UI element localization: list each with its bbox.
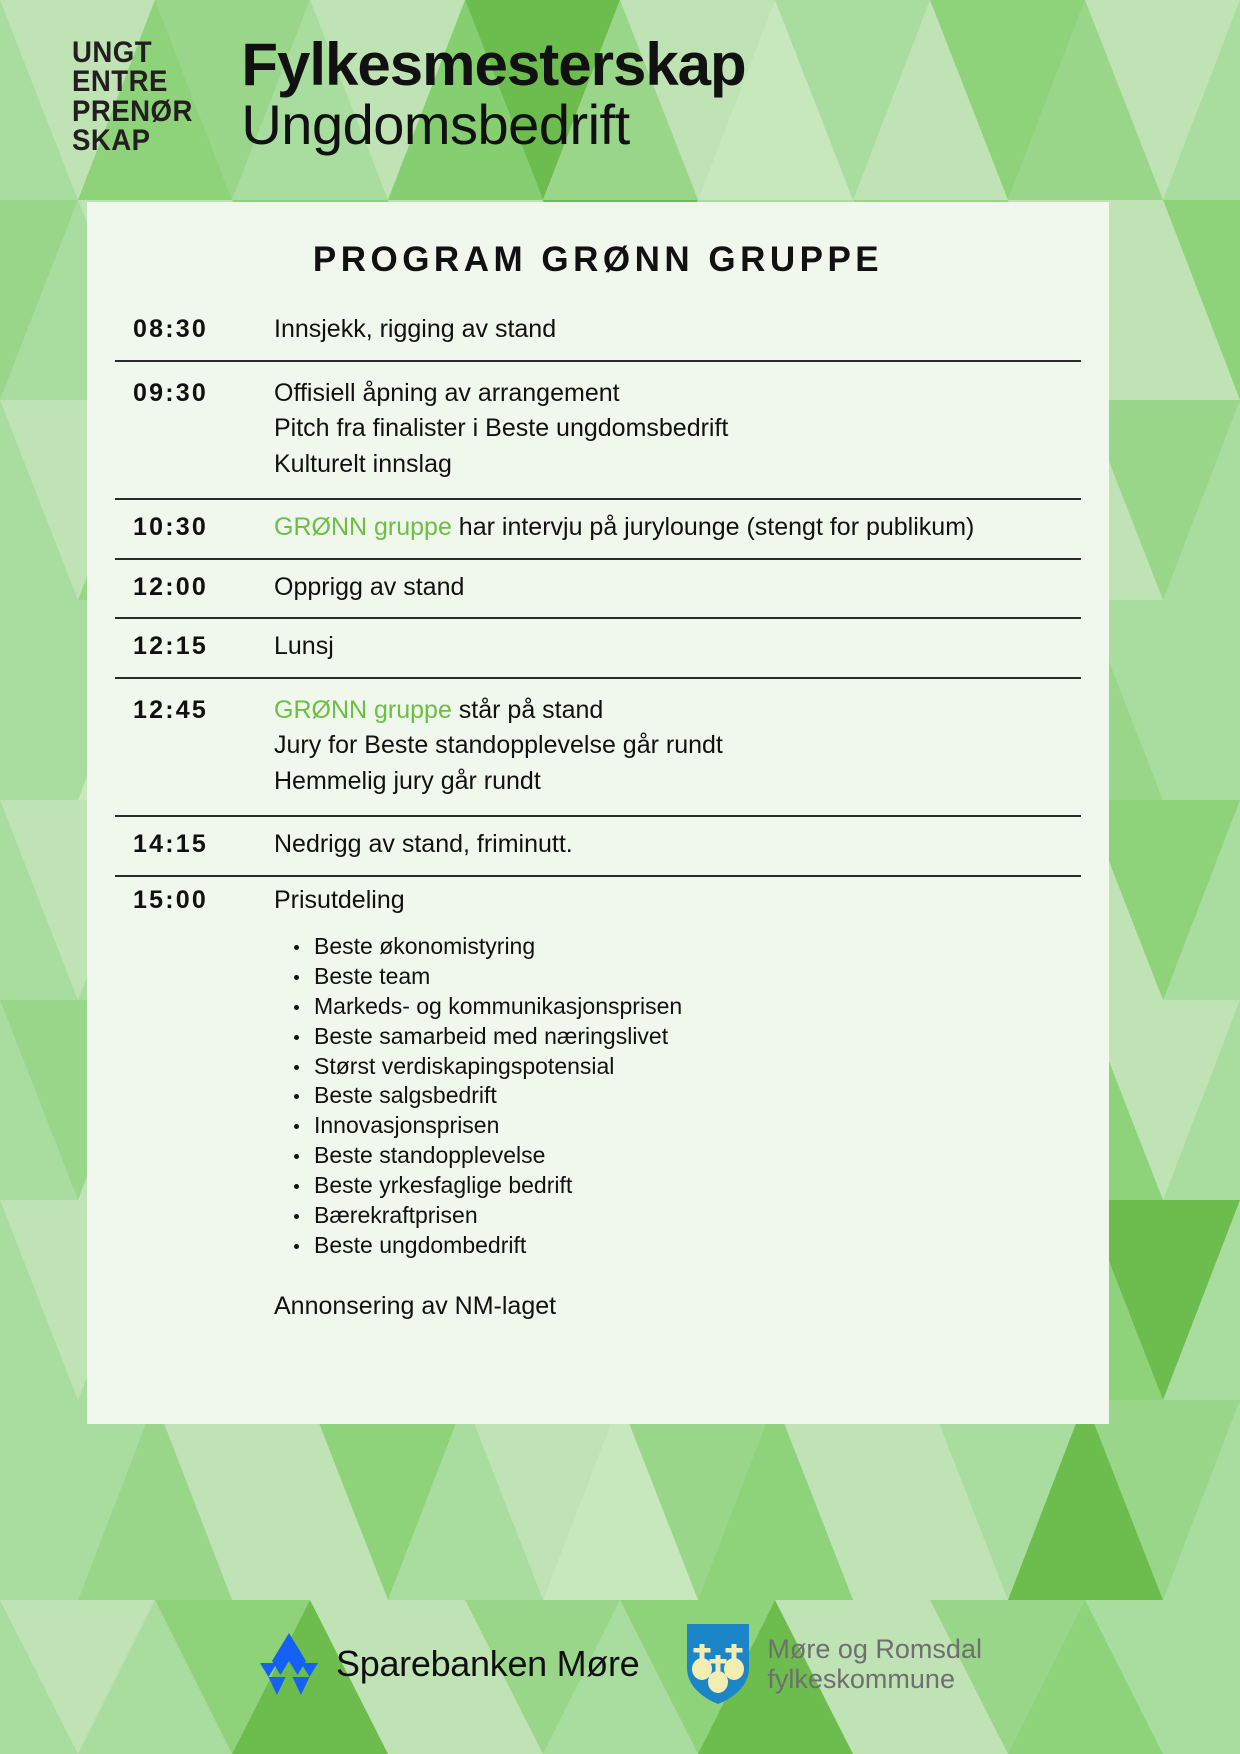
more-og-romsdal-label-line1: Møre og Romsdal — [767, 1633, 982, 1664]
schedule-line — [274, 411, 1081, 447]
schedule-row-awards — [115, 877, 1081, 1335]
schedule-time: 12:00 — [133, 572, 208, 601]
schedule-line — [274, 376, 1081, 412]
schedule-row — [115, 560, 1081, 620]
schedule-text: Hemmelig jury går rundt — [274, 766, 541, 795]
schedule-line — [274, 764, 1081, 800]
more-og-romsdal-coat-of-arms-icon — [685, 1622, 751, 1706]
award-list-item: Bærekraftprisen — [290, 1201, 1081, 1231]
award-list-item: Beste samarbeid med næringslivet — [290, 1022, 1081, 1052]
schedule-line — [274, 447, 1081, 483]
schedule-line — [274, 629, 1081, 665]
schedule-text: Kulturelt innslag — [274, 449, 452, 478]
poster-title-block — [241, 31, 746, 157]
award-list-item: Beste team — [290, 962, 1081, 992]
schedule-text: står på stand — [451, 695, 604, 724]
schedule-description — [270, 629, 1081, 665]
schedule-line — [274, 827, 1081, 863]
award-list-item: Beste yrkesfaglige bedrift — [290, 1171, 1081, 1201]
schedule-text: Lunsj — [274, 632, 334, 660]
award-list-item: Beste økonomistyring — [290, 932, 1081, 962]
schedule-text: Innsjekk, rigging av stand — [274, 315, 557, 343]
schedule-time: 15:00 — [133, 885, 208, 914]
schedule-time: 12:45 — [133, 695, 208, 724]
schedule-time: 10:30 — [133, 513, 208, 541]
award-list-item: Markeds- og kommunikasjonsprisen — [290, 992, 1081, 1022]
logo-line-4: SKAP — [72, 124, 151, 158]
schedule-description — [270, 376, 1081, 483]
schedule-time: 12:15 — [133, 632, 208, 660]
awards-list — [290, 932, 1081, 1261]
highlighted-group-name: GRØNN gruppe — [274, 513, 452, 541]
schedule-text: Pitch fra finalister i Beste ungdomsbedrift — [274, 414, 729, 442]
schedule-time: 14:15 — [133, 830, 208, 858]
sponsor-sparebanken-more — [258, 1631, 639, 1697]
schedule-line — [274, 728, 1081, 764]
schedule-row — [115, 362, 1081, 501]
awards-description — [270, 883, 1081, 1325]
page-subtitle: Ungdomsbedrift — [241, 93, 630, 157]
poster-header — [72, 31, 746, 158]
program-card — [87, 202, 1109, 1424]
nm-team-announcement: Annonsering av NM-laget — [274, 1291, 557, 1320]
schedule-line — [274, 510, 1081, 546]
sparebanken-more-label: Sparebanken Møre — [336, 1643, 640, 1684]
schedule-description — [270, 510, 1081, 546]
schedule-description — [270, 312, 1081, 348]
schedule-line — [274, 693, 1081, 729]
sponsor-more-og-romsdal — [685, 1622, 982, 1706]
schedule-row — [115, 500, 1081, 560]
schedule-text: Opprigg av stand — [274, 572, 465, 601]
awards-heading: Prisutdeling — [274, 885, 405, 914]
schedule-row — [115, 619, 1081, 679]
schedule-description — [270, 570, 1081, 606]
highlighted-group-name: GRØNN gruppe — [274, 695, 452, 724]
award-list-item: Størst verdiskapingspotensial — [290, 1052, 1081, 1082]
award-list-item: Beste ungdombedrift — [290, 1231, 1081, 1261]
schedule-line — [274, 312, 1081, 348]
schedule-text: har intervju på jurylounge (stengt for publikum) — [451, 513, 975, 541]
schedule-text: Nedrigg av stand, friminutt. — [274, 830, 573, 858]
ungt-entreprenorskap-logo — [72, 34, 193, 156]
logo-line-2: ENTRE — [72, 65, 168, 99]
logo-line-3: PRENØR — [72, 94, 193, 128]
schedule-row — [115, 302, 1081, 362]
award-list-item: Beste salgsbedrift — [290, 1081, 1081, 1111]
schedule-text: Offisiell åpning av arrangement — [274, 378, 620, 407]
sparebanken-more-logo-icon — [258, 1631, 320, 1697]
schedule-time: 08:30 — [133, 315, 208, 343]
schedule-description — [270, 693, 1081, 800]
schedule-line — [274, 570, 1081, 606]
schedule-row — [115, 817, 1081, 877]
schedule-table — [115, 302, 1081, 1334]
schedule-time: 09:30 — [133, 378, 208, 407]
schedule-description — [270, 827, 1081, 863]
award-list-item: Beste standopplevelse — [290, 1141, 1081, 1171]
schedule-text: Jury for Beste standopplevelse går rundt — [274, 731, 723, 759]
schedule-row — [115, 679, 1081, 818]
more-og-romsdal-label — [767, 1634, 982, 1694]
page-title: Fylkesmesterskap — [241, 31, 746, 98]
sponsor-footer — [0, 1622, 1240, 1706]
more-og-romsdal-label-line2: fylkeskommune — [767, 1664, 955, 1694]
program-heading: PROGRAM GRØNN GRUPPE — [312, 240, 884, 279]
logo-line-1: UNGT — [72, 36, 153, 69]
award-list-item: Innovasjonsprisen — [290, 1111, 1081, 1141]
